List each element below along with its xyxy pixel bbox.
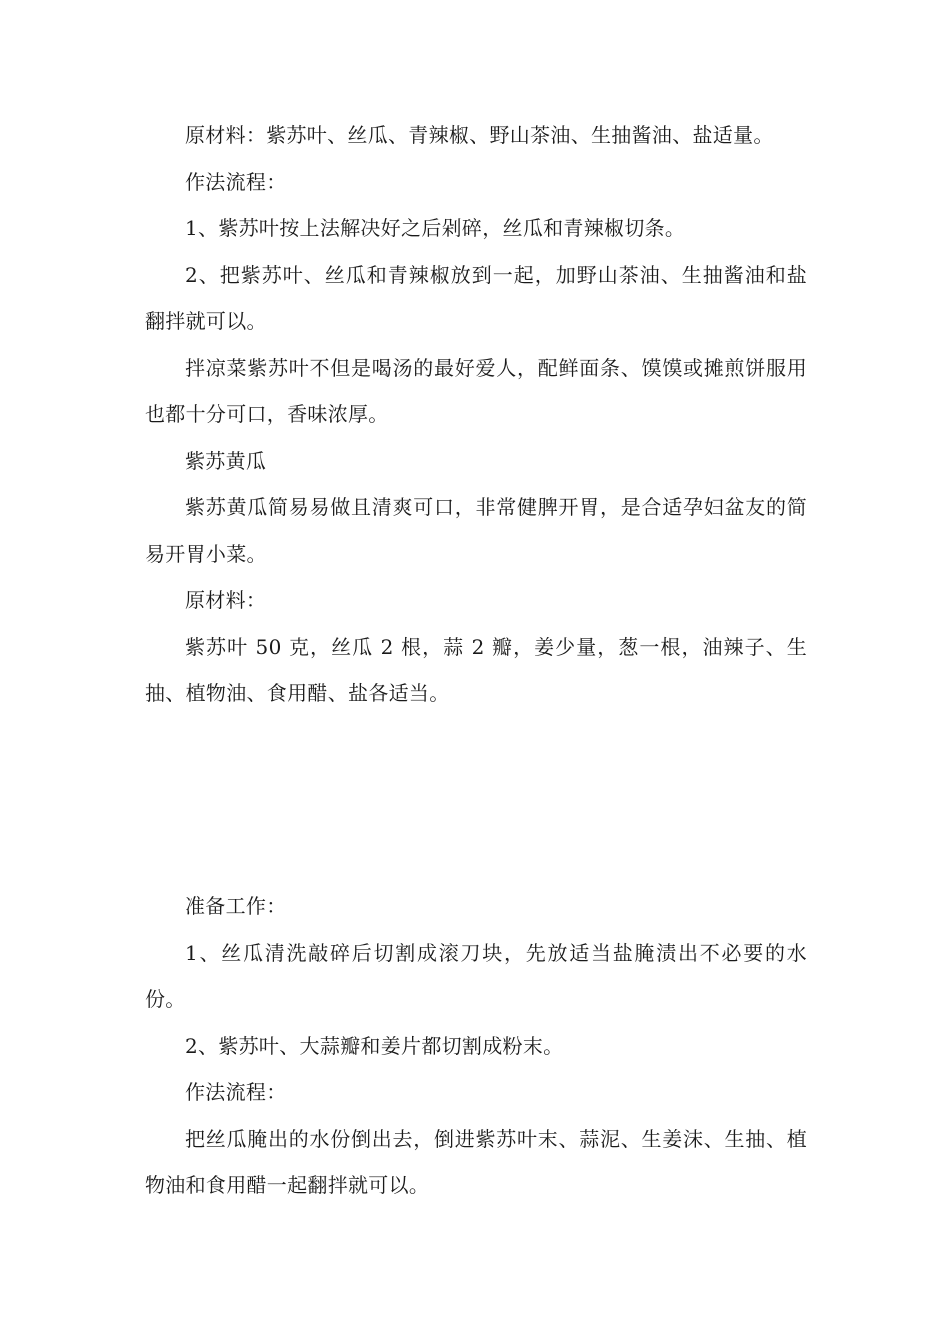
recipe-intro-paragraph: 紫苏黄瓜简易易做且清爽可口，非常健脾开胃，是合适孕妇盆友的简易开胃小菜。 — [145, 495, 807, 566]
final-step-paragraph: 把丝瓜腌出的水份倒出去，倒进紫苏叶末、蒜泥、生姜沫、生抽、植物油和食用醋一起翻拌就可以。 — [145, 1126, 807, 1197]
step-2-paragraph: 2、把紫苏叶、丝瓜和青辣椒放到一起，加野山茶油、生抽酱油和盐翻拌就可以。 — [145, 262, 807, 333]
document-body-bottom — [145, 883, 807, 1209]
document-body-top — [145, 112, 807, 717]
recipe-title: 紫苏黄瓜 — [185, 448, 267, 473]
prep-step-1-paragraph: 1、丝瓜清洗敲碎后切割成滚刀块，先放适当盐腌渍出不必要的水份。 — [145, 940, 807, 1011]
method-heading-2: 作法流程： — [185, 1080, 287, 1104]
ingredients-list-paragraph: 紫苏叶 50 克，丝瓜 2 根，蒜 2 瓣，姜少量，葱一根，油辣子、生抽、植物油、食用醋、盐各适当。 — [145, 634, 807, 705]
ingredients-paragraph: 原材料：紫苏叶、丝瓜、青辣椒、野山茶油、生抽酱油、盐适量。 — [185, 123, 774, 147]
step-1-paragraph: 1、紫苏叶按上法解决好之后剁碎，丝瓜和青辣椒切条。 — [185, 216, 686, 240]
preparation-heading: 准备工作： — [185, 894, 287, 918]
method-heading: 作法流程： — [185, 169, 287, 194]
serving-note-paragraph: 拌凉菜紫苏叶不但是喝汤的最好爱人，配鲜面条、馍馍或摊煎饼服用也都十分可口，香味浓厚。 — [145, 355, 807, 426]
ingredients-heading: 原材料： — [185, 588, 267, 612]
prep-step-2-paragraph: 2、紫苏叶、大蒜瓣和姜片都切割成粉末。 — [185, 1033, 564, 1058]
